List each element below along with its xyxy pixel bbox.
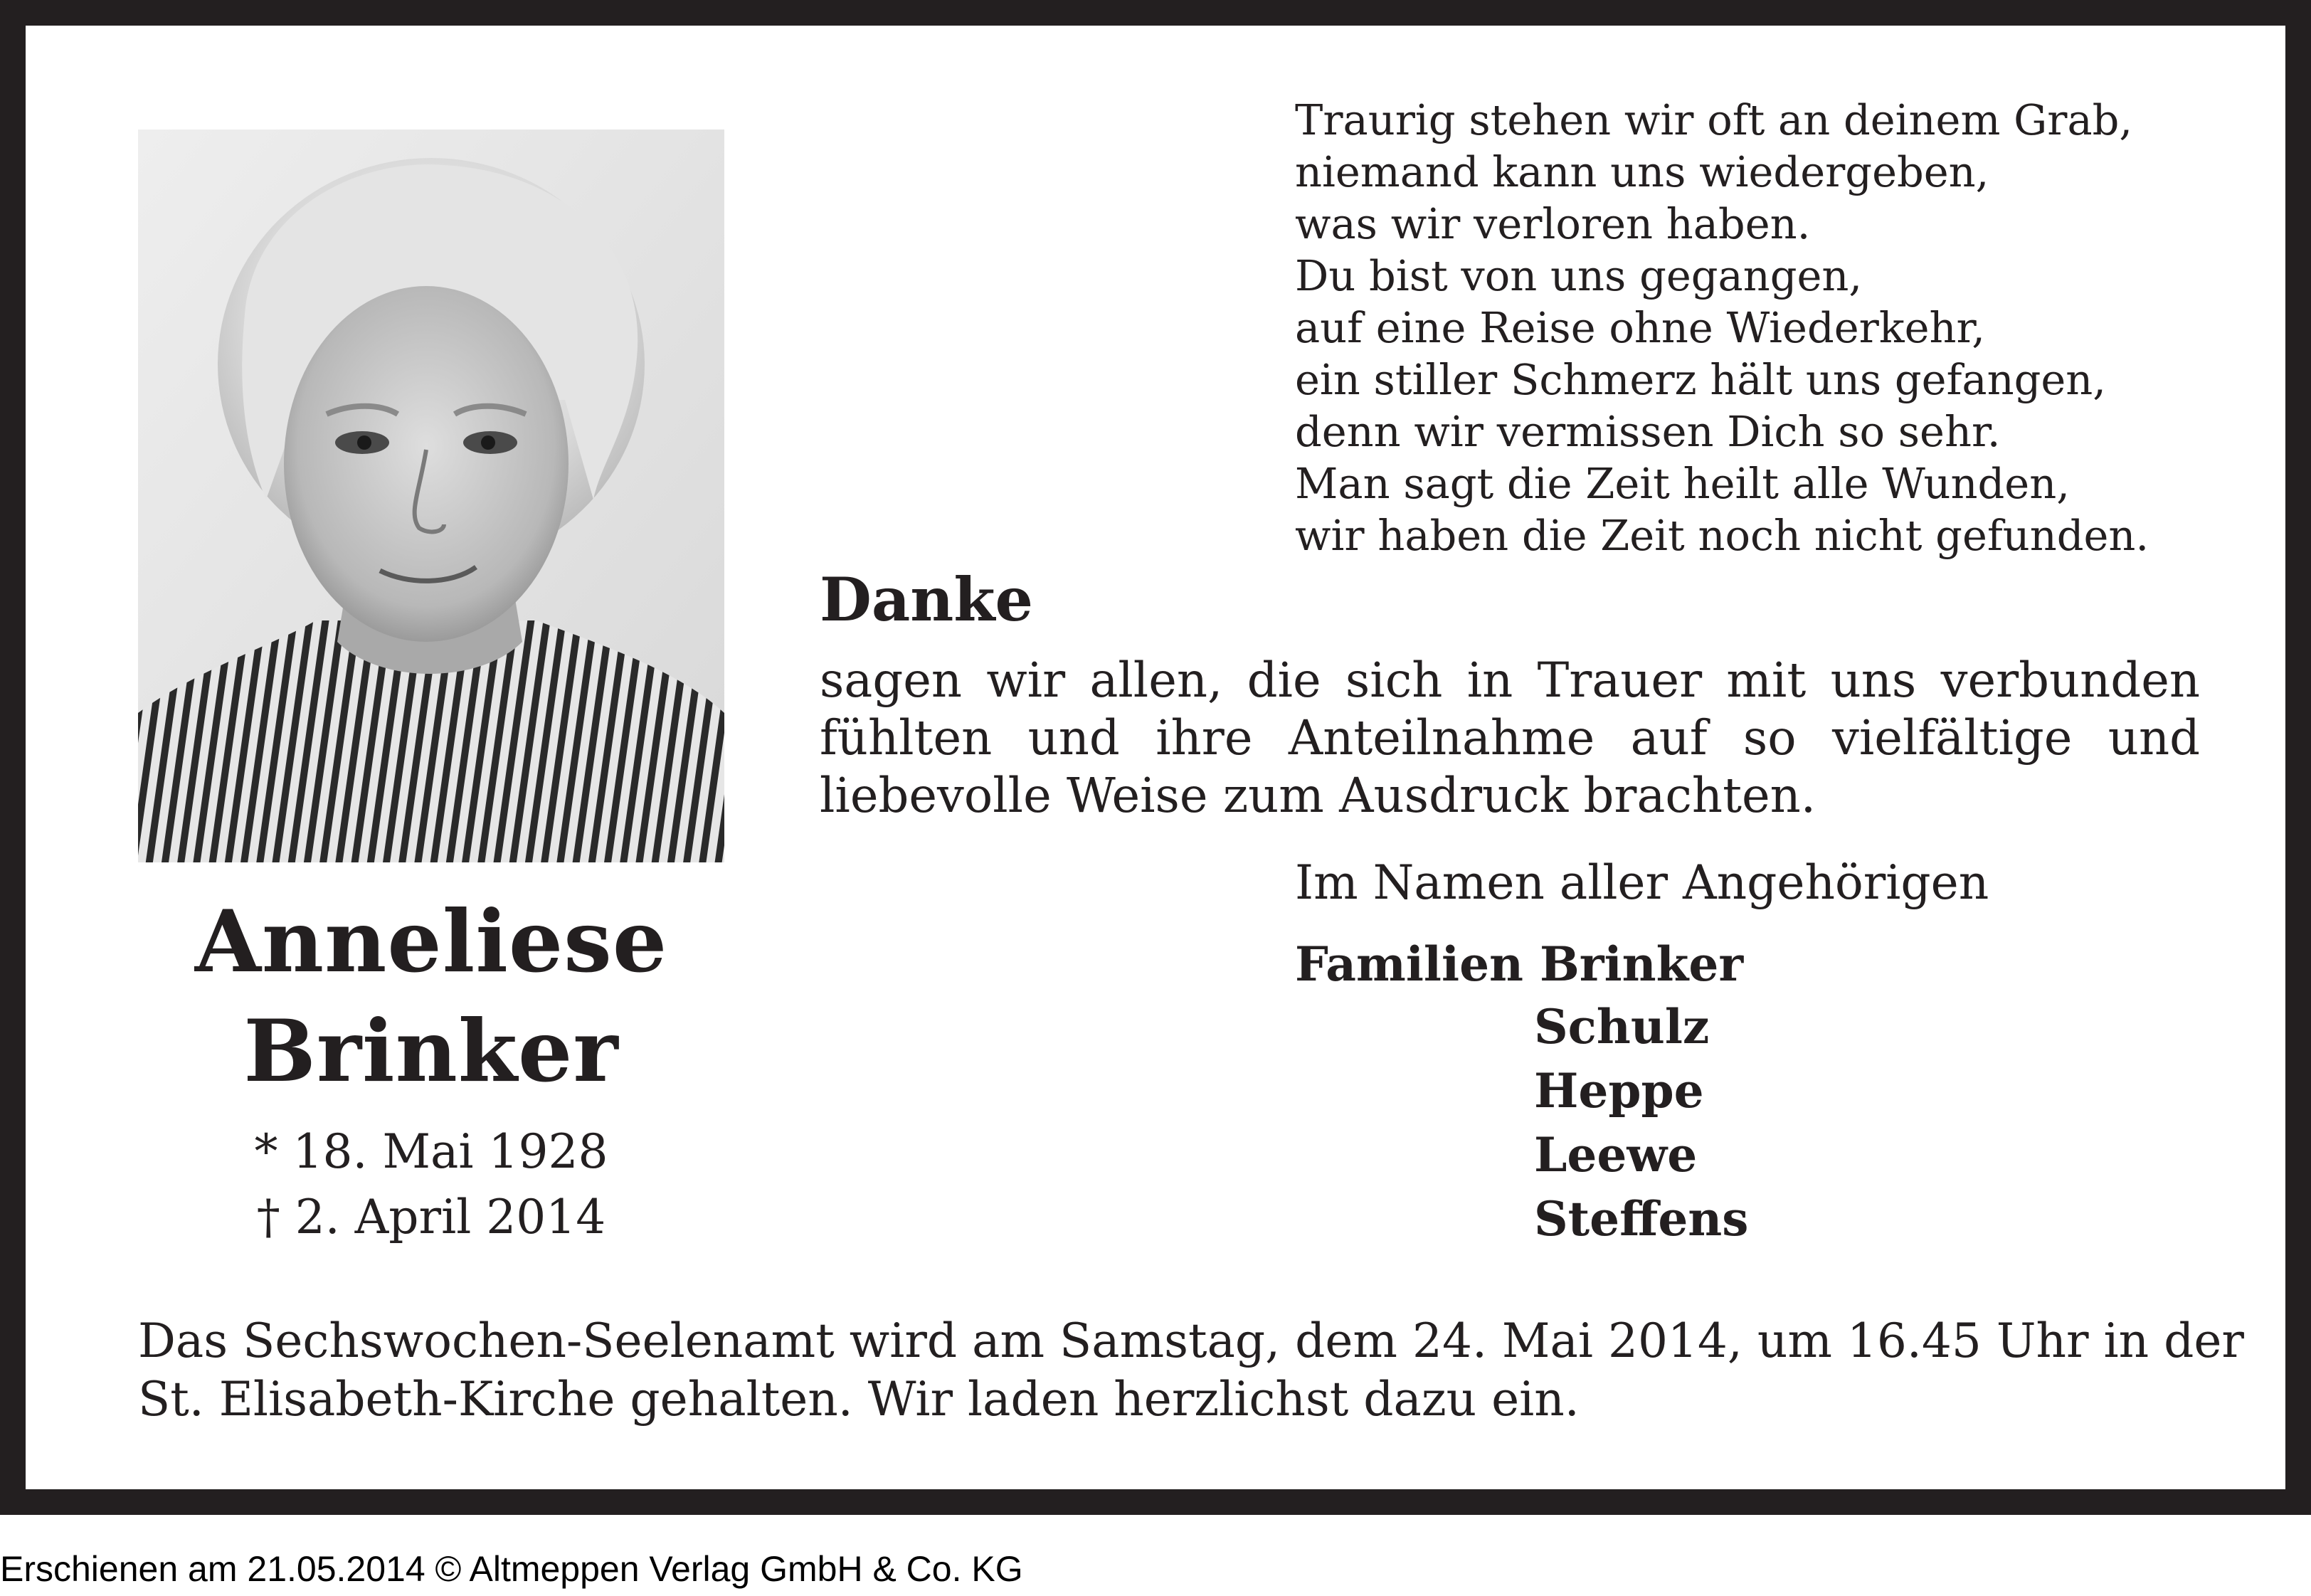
service-announcement xyxy=(138,1312,2244,1429)
poem-line: niemand kann uns wiedergeben, xyxy=(1295,147,1989,196)
publication-footer: Erschienen am 21.05.2014 © Altmeppen Verlag GmbH & Co. KG xyxy=(0,1549,1023,1589)
thanks-line: sagen wir allen, die sich in Trauer mit uns verbunden xyxy=(820,652,2200,708)
poem-line: Man sagt die Zeit heilt alle Wunden, xyxy=(1295,459,2070,508)
poem-line: was wir verloren haben. xyxy=(1295,199,1811,248)
deceased-last-name: Brinker xyxy=(243,1001,619,1101)
family-name: Schulz xyxy=(1534,999,1710,1055)
signoff-intro: Im Namen aller Angehörigen xyxy=(1295,855,1989,910)
thanks-line: fühlten und ihre Anteilnahme auf so vielfältige und xyxy=(820,710,2200,766)
thanks-heading: Danke xyxy=(820,564,1033,635)
poem-line: Du bist von uns gegangen, xyxy=(1295,251,1863,300)
thanks-line: liebevolle Weise zum Ausdruck brachten. xyxy=(820,768,1816,823)
poem-line: denn wir vermissen Dich so sehr. xyxy=(1295,407,2001,456)
service-line: St. Elisabeth-Kirche gehalten. Wir laden herzlichst dazu ein. xyxy=(138,1372,1580,1427)
family-name: Heppe xyxy=(1534,1063,1704,1119)
poem-line: Traurig stehen wir oft an deinem Grab, xyxy=(1295,95,2133,144)
poem-line: ein stiller Schmerz hält uns gefangen, xyxy=(1295,355,2107,404)
thanks-text xyxy=(820,652,2200,825)
death-date: † 2. April 2014 xyxy=(256,1190,606,1244)
deceased-first-name: Anneliese xyxy=(194,892,668,992)
family-name: Steffens xyxy=(1534,1191,1749,1247)
birth-date: * 18. Mai 1928 xyxy=(254,1124,608,1179)
poem-line: wir haben die Zeit noch nicht gefunden. xyxy=(1295,511,2149,560)
families-label: Familien Brinker xyxy=(1295,936,1744,992)
notice-content xyxy=(26,26,2285,1489)
portrait-photo xyxy=(138,130,724,862)
memorial-poem xyxy=(1295,94,2277,561)
service-line: Das Sechswochen-Seelenamt wird am Samstag, dem 24. Mai 2014, um 16.45 Uhr in der xyxy=(138,1314,2244,1368)
family-name: Leewe xyxy=(1534,1127,1698,1183)
poem-line: auf eine Reise ohne Wiederkehr, xyxy=(1295,303,1985,352)
